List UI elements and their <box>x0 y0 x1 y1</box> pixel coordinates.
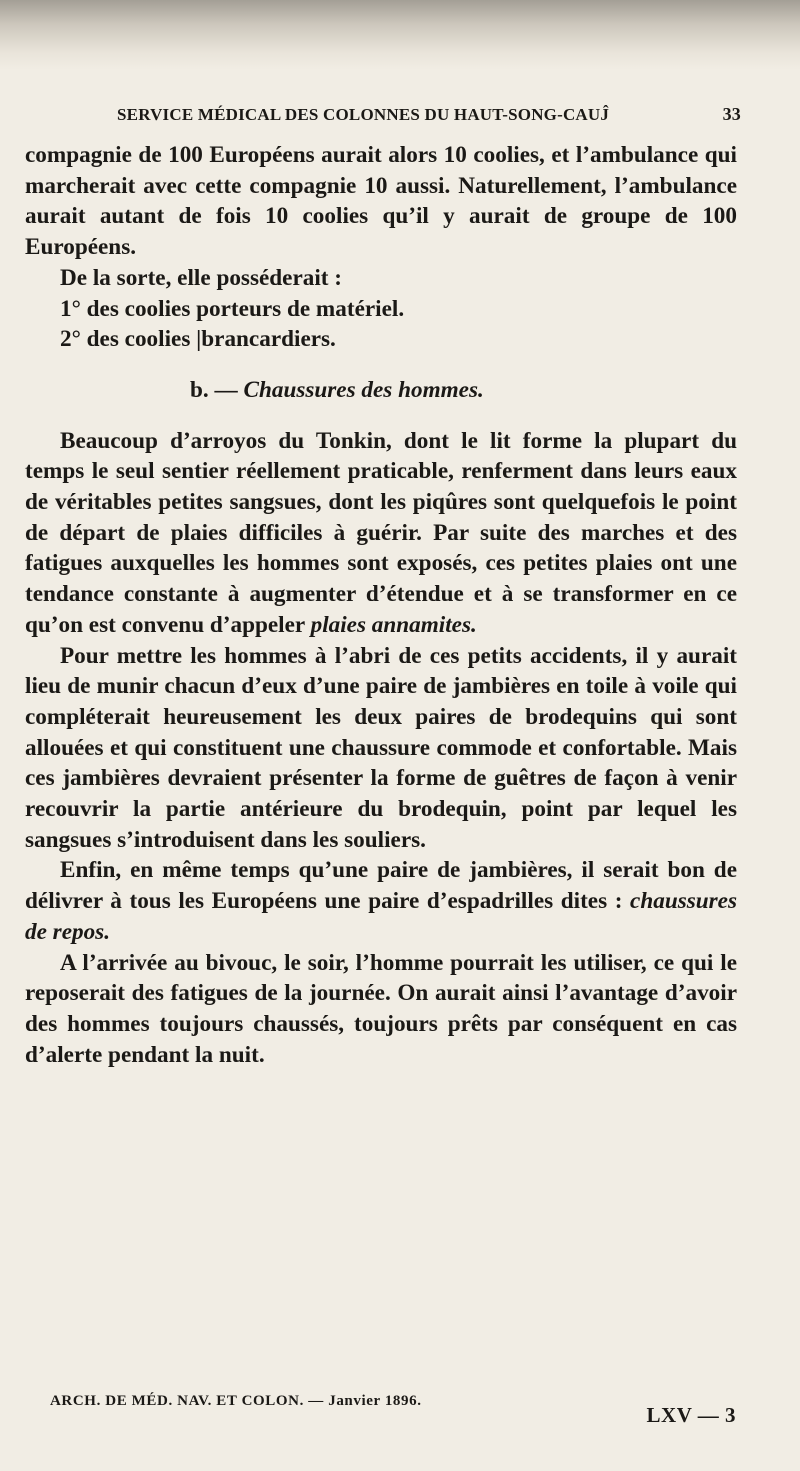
paragraph-continuation: compagnie de 100 Européens aurait alors 10 coolies, et l’ambulance qui marcherait avec cette compagnie 10 aussi. Naturellement, l’ambulance aurait autant de fois 10 coolies qu’il y aurait de groupe de 100 Européens. <box>25 142 737 261</box>
section-prefix: b. — <box>190 376 244 403</box>
page-number: 33 <box>722 104 741 124</box>
paragraph-text: Beaucoup d’arroyos du Tonkin, dont le lit forme la plupart du temps le seul sentier réellement praticable, renferment dans leurs eaux de véritables petites sangsues, dont les piqûres sont quelquefois le point de départ de plaies difficiles à guérir. Par suite des marches et des fatigues auxquelles les hommes sont exposés, ces petites plaies ont une tendance constante à augmenter d’étendue et à se transformer en ce qu’on est convenu d’appeler <box>25 427 737 638</box>
list-item: 2° des coolies |brancardiers. <box>60 326 336 353</box>
paragraph <box>25 855 737 947</box>
signature-mark: LXV — 3 <box>646 1403 736 1427</box>
italic-term: chaussures de repos. <box>25 888 737 945</box>
italic-term: plaies annamites. <box>310 611 477 638</box>
paragraph: Pour mettre les hommes à l’abri de ces petits accidents, il y aurait lieu de munir chacun d’eux d’une paire de jambières en toile à voile qui compléterait heureusement les deux paires de brodequins qui sont allouées et qui constituent une chaussure commode et confortable. Mais ces jambières devraient présenter la forme de guêtres de façon à venir recouvrir la partie antérieure du brodequin, point par lequel les sangsues s’introduisent dans les souliers. <box>25 642 737 853</box>
section-title: Chaussures des hommes. <box>243 376 484 403</box>
scan-top-shadow <box>0 0 800 70</box>
journal-citation: ARCH. DE MÉD. NAV. ET COLON. — Janvier 1896. <box>50 1393 422 1409</box>
running-header <box>117 104 741 125</box>
paragraph-text: Enfin, en même temps qu’une paire de jambières, il serait bon de délivrer à tous les Européens une paire d’espadrilles dites : <box>25 857 737 915</box>
paragraph: A l’arrivée au bivouc, le soir, l’homme pourrait les utiliser, ce qui le reposerait des fatigues de la journée. On aurait ainsi l’avantage d’avoir des hommes toujours chaussés, toujours prêts par conséquent en cas d’alerte pendant la nuit. <box>25 949 737 1068</box>
list-item: 1° des coolies porteurs de matériel. <box>60 295 405 322</box>
paragraph: De la sorte, elle posséderait : <box>60 264 343 291</box>
body-text <box>25 140 737 1070</box>
running-title: SERVICE MÉDICAL DES COLONNES DU HAUT-SONG-CAUĴ <box>117 105 610 124</box>
page-footer <box>50 1393 740 1427</box>
paragraph <box>25 426 737 641</box>
section-heading <box>25 375 737 406</box>
